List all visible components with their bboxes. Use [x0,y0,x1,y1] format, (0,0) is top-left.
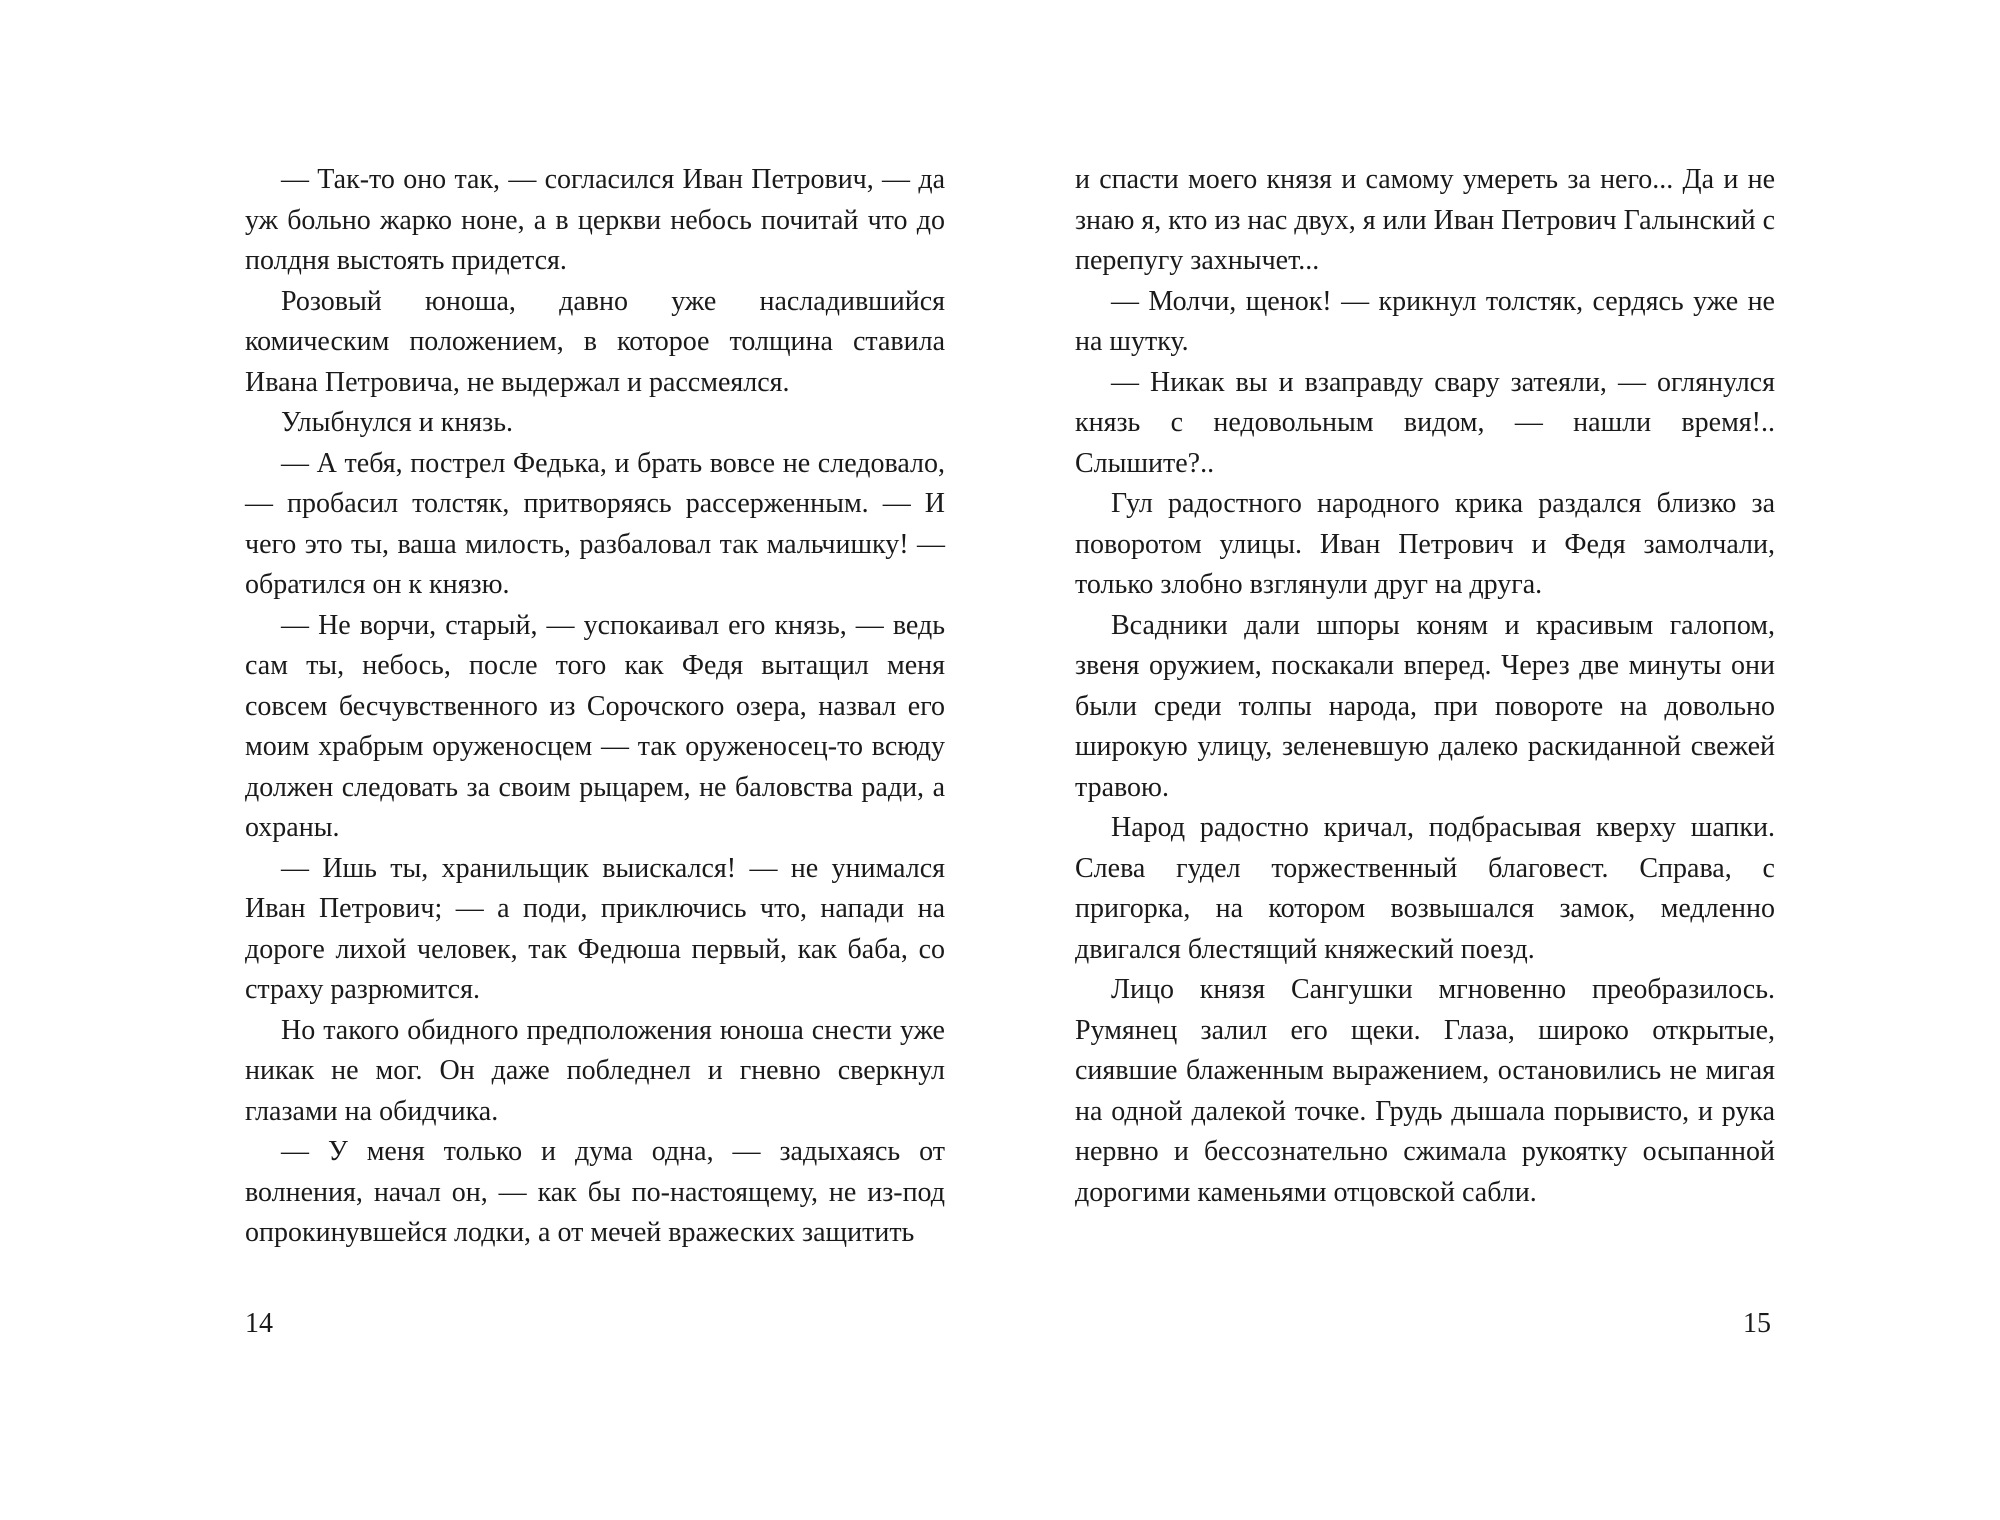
paragraph: Но такого обидного предположения юноша снести уже никак не мог. Он даже побледнел и гневно сверкнул глазами на обидчика. [245,1014,945,1127]
paragraph: Народ радостно кричал, подбрасывая кверху шапки. Слева гудел торжественный благовест. Справа, с пригорка, на котором возвышался замок, медленно двигался блестящий княжеский поезд. [1075,812,1775,965]
page-number-right: 15 [1743,1308,1771,1339]
paragraph: Всадники дали шпоры коням и красивым галопом, звеня оружием, поскакали вперед. Через две минуты они были среди толпы народа, при повороте на довольно широкую улицу, зеленевшую далеко раскиданной свежей травою. [1075,609,1775,803]
paragraph: — Не ворчи, старый, — успокаивал его князь, — ведь сам ты, небось, после того как Федя вытащил меня совсем бесчувственного из Сорочского озера, назвал его моим храбрым оруженосцем — так оруженосец-то всюду должен следовать за своим рыцарем, не баловства ради, а охраны. [245,609,945,843]
paragraph: — А тебя, пострел Федька, и брать вовсе не следовало, — пробасил толстяк, притворяясь рассерженным. — И чего это ты, ваша милость, разбаловал так мальчишку! — обратился он к князю. [245,447,945,600]
paragraph: Розовый юноша, давно уже насладившийся комическим положением, в которое толщина ставила Ивана Петровича, не выдержал и рассмеялся. [245,285,945,398]
paragraph: Улыбнулся и князь. [281,407,514,438]
paragraph: Лицо князя Сангушки мгновенно преобразилось. Румянец залил его щеки. Глаза, широко открытые, сиявшие блаженным выражением, остановились не мигая на одной далекой точке. Грудь дышала порывисто, и рука нервно и бессознательно сжимала рукоятку осыпанной дорогими каменьями отцовской сабли. [1075,974,1775,1208]
paragraph: — Никак вы и взаправду свару затеяли, — оглянулся князь с недовольным видом, — нашли время!.. Слышите?.. [1075,366,1775,479]
paragraph: — Ишь ты, хранильщик выискался! — не унимался Иван Петрович; — а поди, приключись что, напади на дороге лихой человек, так Федюша первый, как баба, со страху разрюмится. [245,852,945,1005]
paragraph-continued: и спасти моего князя и самому умереть за него... Да и не знаю я, кто из нас двух, я или Иван Петрович Галынский с перепугу захнычет... [1075,164,1775,276]
left-page [245,160,945,1254]
page-number-left: 14 [245,1308,273,1339]
paragraph: — Молчи, щенок! — крикнул толстяк, сердясь уже не на шутку. [1075,285,1775,357]
paragraph: — У меня только и дума одна, — задыхаясь от волнения, начал он, — как бы по-настоящему, не из-под опрокинувшейся лодки, а от мечей вражеских защитить [245,1136,945,1248]
right-page [1075,160,1775,1213]
book-spine [1000,0,1001,1520]
paragraph: Гул радостного народного крика раздался близко за поворотом улицы. Иван Петрович и Федя замолчали, только злобно взглянули друг на друга. [1075,488,1775,600]
paragraph: — Так-то оно так, — согласился Иван Петрович, — да уж больно жарко ноне, а в церкви небось почитай что до полдня выстоять придется. [245,164,945,276]
